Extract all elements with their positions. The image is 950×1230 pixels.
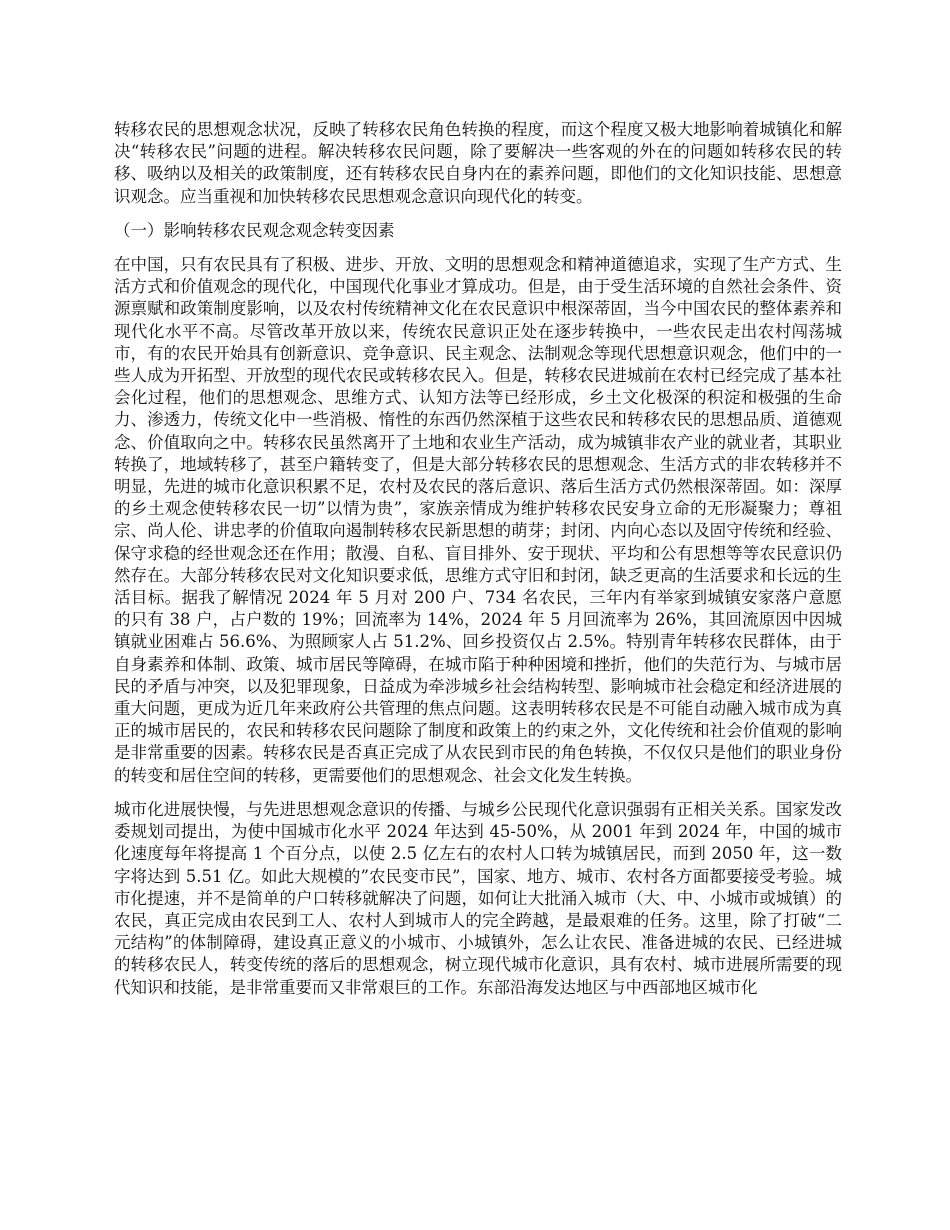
section-heading: （一）影响转移农民观念观念转变因素 — [114, 220, 395, 240]
paragraph-urbanization: 城市化进展快慢，与先进思想观念意识的传播、与城乡公民现代化意识强弱有正相关关系。国家发改委规划司提出，为使中国城市化水平 2024 年达到 45-50%，从 2001 年到 2024 年，中国的城市化速度每年将提高 1 个百分点，以使 2.5 亿左右的农村人口转为城镇居民，而到 2050 年，这一数字将达到 5.51 亿。如此大规模的”农民变市民”，国家、地方、城市、农村各方面都要接受考验。城市化提速，并不是简单的户口转移就解决了问题，如何让大批涌入城市（大、中、小城市或城镇）的农民，真正完成由农民到工人、农村人到城市人的完全跨越，是最艰难的任务。这里，除了打破“二元结构”的体制障碍，建设真正意义的小城市、小城镇外，怎么让农民、准备进城的农民、已经进城的转移农民人，转变传统的落后的思想观念，树立现代城市化意识，具有农村、城市进展所需要的现代知识和技能，是非常重要而又非常艰巨的工作。东部沿海发达地区与中西部地区城市化 — [114, 799, 842, 997]
paragraph-intro: 转移农民的思想观念状况，反映了转移农民角色转换的程度，而这个程度又极大地影响着城镇化和解决“转移农民”问题的进程。解决转移农民问题，除了要解决一些客观的外在的问题如转移农民的转移、吸纳以及相关的政策制度，还有转移农民自身内在的素养问题，即他们的文化知识技能、思想意识观念。应当重视和加快转移农民思想观念意识向现代化的转变。 — [114, 120, 842, 206]
paragraph-factors: 在中国，只有农民具有了积极、进步、开放、文明的思想观念和精神道德追求，实现了生产方式、生活方式和价值观念的现代化，中国现代化事业才算成功。但是，由于受生活环境的自然社会条件、资源禀赋和政策制度影响，以及农村传统精神文化在农民意识中根深蒂固，当今中国农民的整体素养和现代化水平不高。尽管改革开放以来，传统农民意识正处在逐步转换中，一些农民走出农村闯荡城市，有的农民开始具有创新意识、竞争意识、民主观念、法制观念等现代思想意识观念，他们中的一些人成为开拓型、开放型的现代农民或转移农民入。但是，转移农民进城前在农村已经完成了基本社会化过程，他们的思想观念、思维方式、认知方法等已经形成，乡土文化极深的积淀和极强的生命力、渗透力，传统文化中一些消极、惰性的东西仍然深植于这些农民和转移农民的思想品质、道德观念、价值取向之中。转移农民虽然离开了土地和农业生产活动，成为城镇非农产业的就业者，其职业转换了，地域转移了，甚至户籍转变了，但是大部分转移农民的思想观念、生活方式的非农转移并不明显，先进的城市化意识积累不足，农村及农民的落后意识、落后生活方式仍然根深蒂固。如：深厚的乡土观念使转移农民一切”以情为贵”，家族亲情成为维护转移农民安身立命的无形凝聚力；尊祖宗、尚人伦、讲忠孝的价值取向遏制转移农民新思想的萌芽；封闭、内向心态以及固守传统和经验、保守求稳的经世观念还在作用；散漫、自私、盲目排外、安于现状、平均和公有思想等等农民意识仍然存在。大部分转移农民对文化知识要求低，思维方式守旧和封闭，缺乏更高的生活要求和长远的生活目标。据我了解情况 2024 年 5 月对 200 户、734 名农民，三年内有举家到城镇安家落户意愿的只有 38 户，占户数的 19%；回流率为 14%，2024 年 5 月回流率为 26%，其回流原因中因城镇就业困难占 56.6%、为照顾家人占 51.2%、回乡投资仅占 2.5%。特别青年转移农民群体，由于自身素养和体制、政策、城市居民等障碍，在城市陷于种种困境和挫折，他们的失范行为、与城市居民的矛盾与冲突，以及犯罪现象，日益成为牵涉城乡社会结构转型、影响城市社会稳定和经济进展的重大问题，更成为近几年来政府公共管理的焦点问题。这表明转移农民是不可能自动融入城市成为真正的城市居民的，农民和转移农民问题除了制度和政策上的约束之外，文化传统和社会价值观的影响是非常重要的因素。转移农民是否真正完成了从农民到市民的角色转换，不仅仅只是他们的职业身份的转变和居住空间的转移，更需要他们的思想观念、社会文化发生转换。 — [114, 255, 842, 785]
document-body — [114, 119, 842, 1011]
